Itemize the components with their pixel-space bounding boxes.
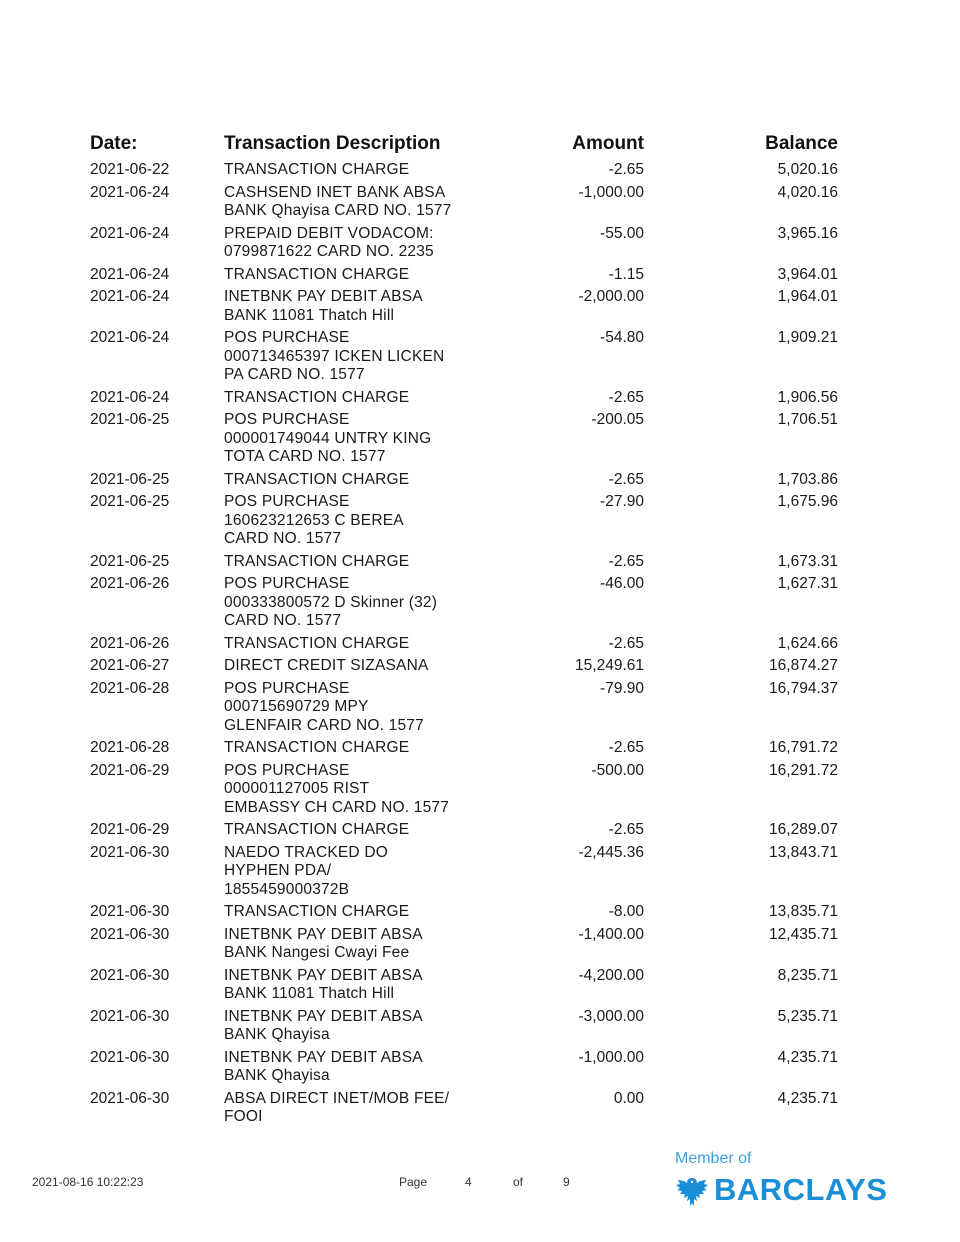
row-balance: 1,964.01 [777,288,838,305]
row-description [224,680,474,736]
table-row [0,821,960,840]
description-line: TRANSACTION CHARGE [224,161,410,178]
table-row [0,680,960,736]
row-amount: -1.15 [608,265,644,283]
row-description [224,657,474,676]
row-date: 2021-06-24 [90,329,170,346]
row-description [224,329,474,385]
table-row [0,739,960,758]
row-description [224,411,474,467]
description-line: POS PURCHASE [224,761,350,779]
row-balance: 1,675.96 [777,493,838,510]
row-description [224,1049,474,1086]
header-date: Date: [90,133,138,154]
table-row [0,657,960,676]
row-date: 2021-06-25 [90,493,170,510]
barclays-wordmark: BARCLAYS [714,1172,888,1207]
description-line: TRANSACTION CHARGE [224,739,410,756]
table-row [0,411,960,467]
row-date: 2021-06-30 [90,1007,170,1025]
header-balance: Balance [765,133,838,154]
description-line: INETBNK PAY DEBIT ABSA [224,288,423,305]
page-number: 4 [465,1175,472,1189]
row-date: 2021-06-30 [90,966,170,984]
table-row [0,926,960,963]
row-date: 2021-06-24 [90,224,170,242]
row-description [224,635,474,654]
row-balance: 1,624.66 [777,634,838,652]
description-line: GLENFAIR CARD NO. 1577 [224,716,424,734]
row-description [224,161,474,180]
row-balance: 1,703.86 [777,470,838,488]
description-line: BANK Qhayisa [224,1067,330,1084]
row-description [224,184,474,221]
row-description [224,762,474,818]
row-amount: -8.00 [608,903,644,920]
row-date: 2021-06-28 [90,739,170,756]
header-amount: Amount [572,133,644,154]
row-date: 2021-06-25 [90,411,170,428]
description-line: 1855459000372B [224,880,350,898]
description-line: PA CARD NO. 1577 [224,366,365,383]
row-balance: 8,235.71 [777,966,838,984]
description-line: BANK 11081 Thatch Hill [224,306,395,324]
description-line: POS PURCHASE [224,575,350,592]
description-line: BANK Nangesi Cwayi Fee [224,944,410,961]
row-description [224,575,474,631]
description-line: TRANSACTION CHARGE [224,552,410,570]
row-description [224,288,474,325]
description-line: TRANSACTION CHARGE [224,388,410,406]
description-line: INETBNK PAY DEBIT ABSA [224,1048,423,1066]
row-balance: 1,706.51 [777,411,838,428]
row-balance: 1,906.56 [777,388,838,406]
row-balance: 1,909.21 [777,329,838,346]
description-line: POS PURCHASE [224,329,350,346]
description-line: INETBNK PAY DEBIT ABSA [224,966,423,984]
row-date: 2021-06-25 [90,552,170,570]
row-amount: -2,445.36 [578,843,644,861]
barclays-eagle-icon [674,1175,710,1209]
row-description [224,821,474,840]
row-date: 2021-06-30 [90,903,170,920]
row-date: 2021-06-30 [90,925,170,943]
member-of-text: Member of [675,1150,752,1167]
row-balance: 16,794.37 [769,679,838,697]
description-line: INETBNK PAY DEBIT ABSA [224,925,423,943]
row-date: 2021-06-30 [90,1089,170,1107]
row-amount: 0.00 [613,1089,644,1107]
table-header [0,133,960,157]
row-amount: -3,000.00 [578,1007,644,1025]
description-line: 000713465397 ICKEN LICKEN [224,347,445,365]
table-row [0,635,960,654]
row-date: 2021-06-24 [90,288,170,305]
transaction-table [0,161,960,1131]
row-date: 2021-06-24 [90,265,170,283]
row-description [224,926,474,963]
row-amount: -27.90 [600,493,644,510]
description-line: POS PURCHASE [224,493,350,510]
table-row [0,762,960,818]
row-date: 2021-06-30 [90,843,170,861]
row-balance: 16,291.72 [769,761,838,779]
description-line: TRANSACTION CHARGE [224,470,410,488]
row-balance: 1,673.31 [777,552,838,570]
row-date: 2021-06-22 [90,161,170,178]
row-description [224,967,474,1004]
row-amount: -1,400.00 [578,925,644,943]
description-line: 000001749044 UNTRY KING [224,429,432,447]
row-amount: 15,249.61 [575,657,644,674]
table-row [0,329,960,385]
table-row [0,1008,960,1045]
print-timestamp: 2021-08-16 10:22:23 [32,1175,144,1189]
row-date: 2021-06-25 [90,470,170,488]
row-amount: -2.65 [608,739,644,756]
description-line: CARD NO. 1577 [224,612,342,629]
description-line: TOTA CARD NO. 1577 [224,448,386,465]
row-description [224,1090,474,1127]
table-row [0,967,960,1004]
row-date: 2021-06-29 [90,761,170,779]
header-description: Transaction Description [224,133,441,154]
description-line: HYPHEN PDA/ [224,862,332,879]
table-row [0,1090,960,1127]
row-balance: 5,020.16 [777,161,838,178]
row-balance: 3,965.16 [777,224,838,242]
row-amount: -46.00 [600,575,644,592]
description-line: POS PURCHASE [224,679,350,697]
row-amount: -2.65 [608,634,644,652]
table-row [0,553,960,572]
description-line: FOOI [224,1108,263,1125]
description-line: 160623212653 C BEREA [224,511,404,529]
table-row [0,389,960,408]
row-amount: -2.65 [608,821,644,838]
description-line: 0799871622 CARD NO. 2235 [224,243,434,260]
table-row [0,493,960,549]
row-date: 2021-06-29 [90,821,170,838]
description-line: BANK 11081 Thatch Hill [224,985,395,1002]
table-row [0,184,960,221]
row-amount: -54.80 [600,329,644,346]
description-line: BANK Qhayisa CARD NO. 1577 [224,202,452,219]
row-description [224,1008,474,1045]
row-balance: 5,235.71 [777,1007,838,1025]
row-balance: 4,020.16 [777,183,838,201]
description-line: TRANSACTION CHARGE [224,634,410,652]
description-line: 000715690729 MPY [224,698,369,715]
barclays-logo [670,1150,890,1214]
row-balance: 16,289.07 [769,821,838,838]
row-description [224,389,474,408]
table-row [0,1049,960,1086]
description-line: CARD NO. 1577 [224,530,342,547]
row-balance: 3,964.01 [777,265,838,283]
table-row [0,266,960,285]
row-date: 2021-06-30 [90,1048,170,1066]
table-row [0,471,960,490]
row-description [224,739,474,758]
row-description [224,471,474,490]
description-line: BANK Qhayisa [224,1026,330,1043]
table-row [0,903,960,922]
of-label: of [513,1175,524,1189]
row-balance: 1,627.31 [777,575,838,592]
description-line: TRANSACTION CHARGE [224,903,410,920]
table-row [0,161,960,180]
row-balance: 13,843.71 [769,843,838,861]
description-line: NAEDO TRACKED DO [224,843,388,861]
row-date: 2021-06-26 [90,634,170,652]
row-amount: -1,000.00 [578,1048,644,1066]
description-line: DIRECT CREDIT SIZASANA [224,657,429,674]
row-description [224,266,474,285]
description-line: EMBASSY CH CARD NO. 1577 [224,798,450,816]
description-line: 000333800572 D Skinner (32) [224,593,438,611]
row-amount: -2.65 [608,552,644,570]
row-amount: -2,000.00 [578,288,644,305]
row-amount: -2.65 [608,388,644,406]
description-line: TRANSACTION CHARGE [224,821,410,838]
row-balance: 4,235.71 [777,1089,838,1107]
row-balance: 12,435.71 [769,925,838,943]
row-amount: -79.90 [600,679,644,697]
description-line: TRANSACTION CHARGE [224,265,410,283]
row-amount: -55.00 [600,224,644,242]
row-description [224,903,474,922]
row-amount: -2.65 [608,161,644,178]
row-balance: 16,874.27 [769,657,838,674]
row-balance: 13,835.71 [769,903,838,920]
row-description [224,225,474,262]
row-balance: 4,235.71 [777,1048,838,1066]
page-total: 9 [563,1175,570,1189]
row-description [224,844,474,900]
row-amount: -1,000.00 [578,183,644,201]
row-balance: 16,791.72 [769,739,838,756]
table-row [0,575,960,631]
description-line: 000001127005 RIST [224,780,370,797]
description-line: POS PURCHASE [224,411,350,428]
row-date: 2021-06-27 [90,657,170,674]
description-line: INETBNK PAY DEBIT ABSA [224,1007,423,1025]
row-date: 2021-06-24 [90,388,170,406]
row-date: 2021-06-26 [90,575,170,592]
description-line: PREPAID DEBIT VODACOM: [224,224,434,242]
row-date: 2021-06-28 [90,679,170,697]
row-amount: -2.65 [608,470,644,488]
row-amount: -200.05 [591,411,644,428]
description-line: ABSA DIRECT INET/MOB FEE/ [224,1089,450,1107]
table-row [0,288,960,325]
row-amount: -4,200.00 [578,966,644,984]
description-line: CASHSEND INET BANK ABSA [224,183,446,201]
row-amount: -500.00 [591,761,644,779]
row-date: 2021-06-24 [90,183,170,201]
row-description [224,493,474,549]
table-row [0,844,960,900]
table-row [0,225,960,262]
page-label: Page [399,1175,428,1189]
row-description [224,553,474,572]
